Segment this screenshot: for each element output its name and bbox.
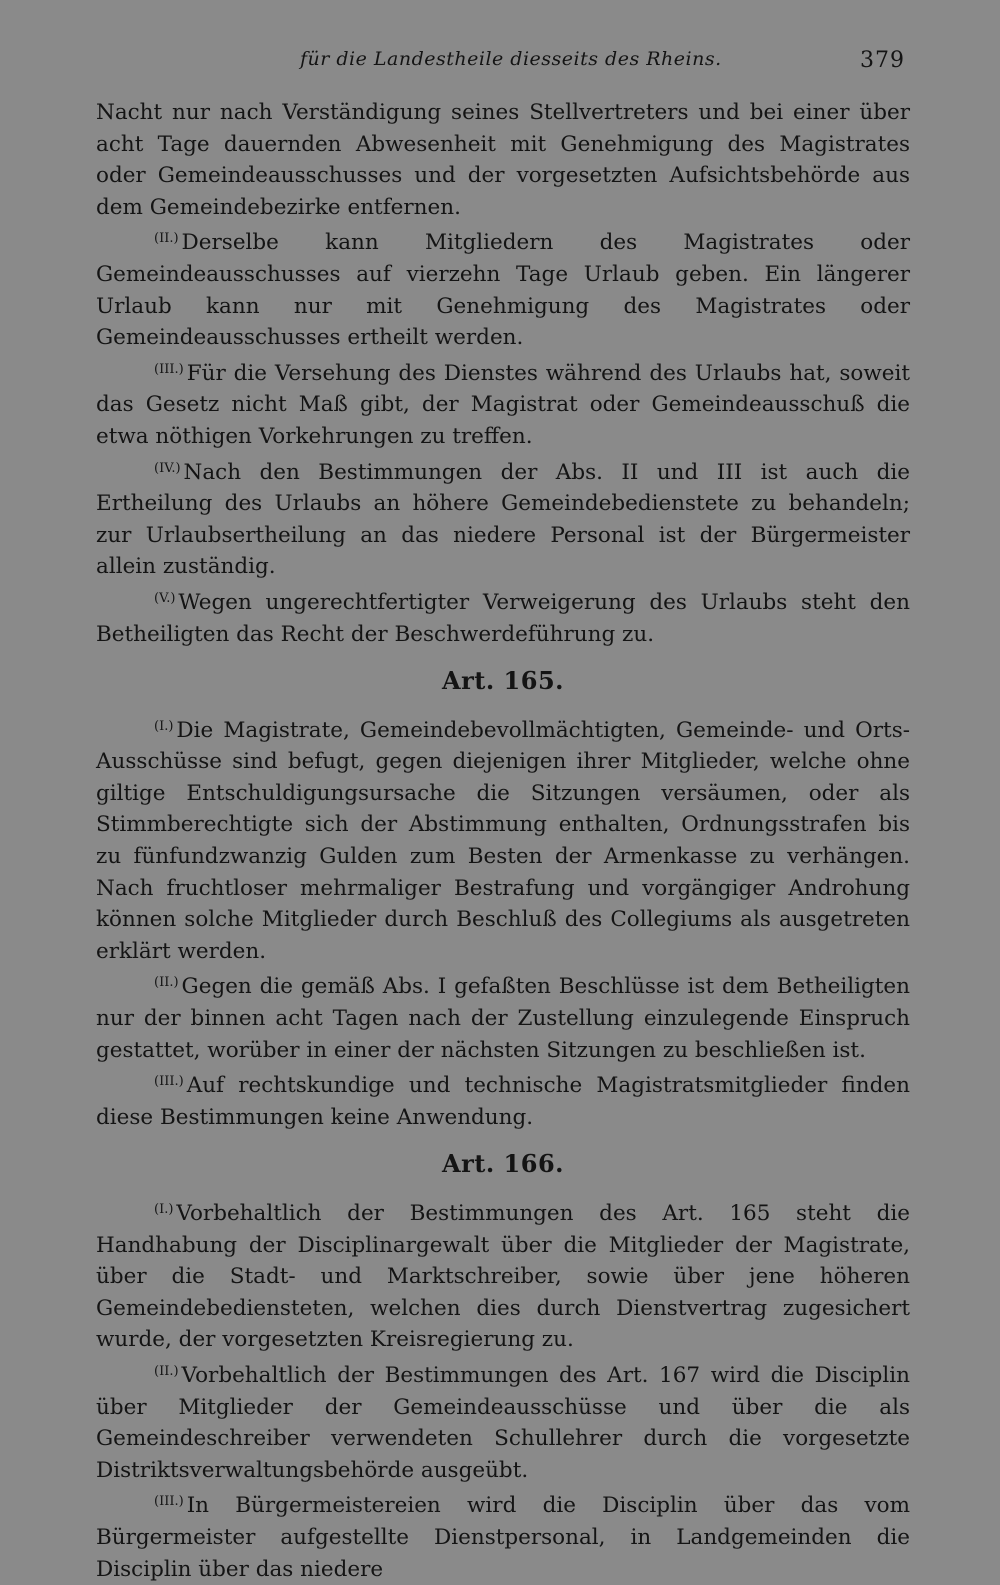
paragraph-marker: (III.) [154, 361, 184, 377]
paragraph-marker: (III.) [154, 1494, 184, 1510]
paragraph-ii [96, 223, 910, 353]
paragraph-165-iii [96, 1066, 910, 1133]
paragraph-166-i [96, 1194, 910, 1356]
paragraph-text: Die Magistrate, Gemeindebevollmächtigten, Gemeinde- und Orts-Ausschüsse sind befugt, gegen diejenigen ihrer Mitglieder, welche ohne giltige Entschuldigungsursache die Sitzungen versäumen, oder als Stimmberechtigte sich der Abstimmung enthalten, Ordnungsstrafen bis zu fünfundzwanzig Gulden zum Besten der Armenkasse zu verhängen. Nach fruchtloser mehrmaliger Bestrafung und vorgängiger Androhung können solche Mitglieder durch Beschluß des Collegiums als ausgetreten erklärt werden. [96, 717, 910, 964]
running-header [0, 48, 1000, 78]
page-number: 379 [860, 48, 905, 73]
paragraph-marker: (II.) [154, 231, 179, 247]
paragraph-text: Wegen ungerechtfertigter Verweigerung des Urlaubs steht den Betheiligten das Recht der Beschwerdeführung zu. [96, 589, 910, 647]
paragraph-text: Gegen die gemäß Abs. I gefaßten Beschlüsse ist dem Betheiligten nur der binnen acht Tagen nach der Zustellung einzulegende Einspruch gestattet, worüber in einer der nächsten Sitzungen zu beschließen ist. [96, 974, 910, 1063]
paragraph-166-ii [96, 1356, 910, 1486]
paragraph-continuation: Nacht nur nach Verständigung seines Stellvertreters und bei einer über acht Tage dauernden Abwesenheit mit Genehmigung des Magistrates oder Gemeindeausschusses und der vorgesetzten Aufsichtsbehörde aus dem Gemeindebezirke entfernen. [96, 100, 910, 220]
paragraph-marker: (III.) [154, 1074, 184, 1090]
running-title: für die Landestheile diesseits des Rheins. [300, 48, 722, 70]
body-text [96, 97, 910, 1585]
paragraph-marker: (II.) [154, 1363, 179, 1379]
paragraph-marker: (IV.) [154, 460, 181, 476]
paragraph-text: Für die Versehung des Dienstes während des Urlaubs hat, soweit das Gesetz nicht Maß gibt, der Magistrat oder Gemeindeausschuß die etwa nöthigen Vorkehrungen zu treffen. [96, 360, 910, 449]
paragraph-165-i [96, 711, 910, 968]
paragraph-iii [96, 354, 910, 453]
paragraph-165-ii [96, 967, 910, 1066]
article-heading-165: Art. 165. [441, 666, 564, 696]
paragraph-marker: (V.) [154, 590, 176, 606]
paragraph-166-iii [96, 1486, 910, 1585]
paragraph-marker: (I.) [154, 1202, 174, 1217]
paragraph-iv [96, 453, 910, 583]
paragraph-text: Vorbehaltlich der Bestimmungen des Art. 167 wird die Disciplin über Mitglieder der Gemeindeausschüsse und über die als Gemeindeschreiber verwendeten Schullehrer durch die vorgesetzte Distriktsverwaltungsbehörde ausgeübt. [96, 1362, 910, 1483]
article-heading-166: Art. 166. [441, 1149, 564, 1179]
paragraph-text: Auf rechtskundige und technische Magistratsmitglieder finden diese Bestimmungen keine Anwendung. [96, 1073, 910, 1130]
paragraph-text: Nach den Bestimmungen der Abs. II und III ist auch die Ertheilung des Urlaubs an höhere Gemeindebedienstete zu behandeln; zur Urlaubsertheilung an das niedere Personal ist der Bürgermeister allein zuständig. [96, 459, 910, 580]
paragraph-text: Vorbehaltlich der Bestimmungen des Art. 165 steht die Handhabung der Disciplinargewalt über die Mitglieder der Magistrate, über die Stadt- und Marktschreiber, sowie über jene höheren Gemeindebediensteten, welchen dies durch Dienstvertrag zugesichert wurde, der vorgesetzten Kreisregierung zu. [96, 1201, 910, 1353]
paragraph-marker: (I.) [154, 718, 174, 734]
paragraph-text: In Bürgermeistereien wird die Disciplin über das vom Bürgermeister aufgestellte Dienstpersonal, in Landgemeinden die Disciplin über das niedere [96, 1493, 910, 1582]
paragraph-v [96, 583, 910, 650]
paragraph-marker: (II.) [154, 975, 179, 991]
paragraph-text: Derselbe kann Mitgliedern des Magistrates oder Gemeindeausschusses auf vierzehn Tage Urlaub geben. Ein längerer Urlaub kann nur mit Genehmigung des Magistrates oder Gemeindeausschusses ertheilt werden. [96, 230, 910, 351]
